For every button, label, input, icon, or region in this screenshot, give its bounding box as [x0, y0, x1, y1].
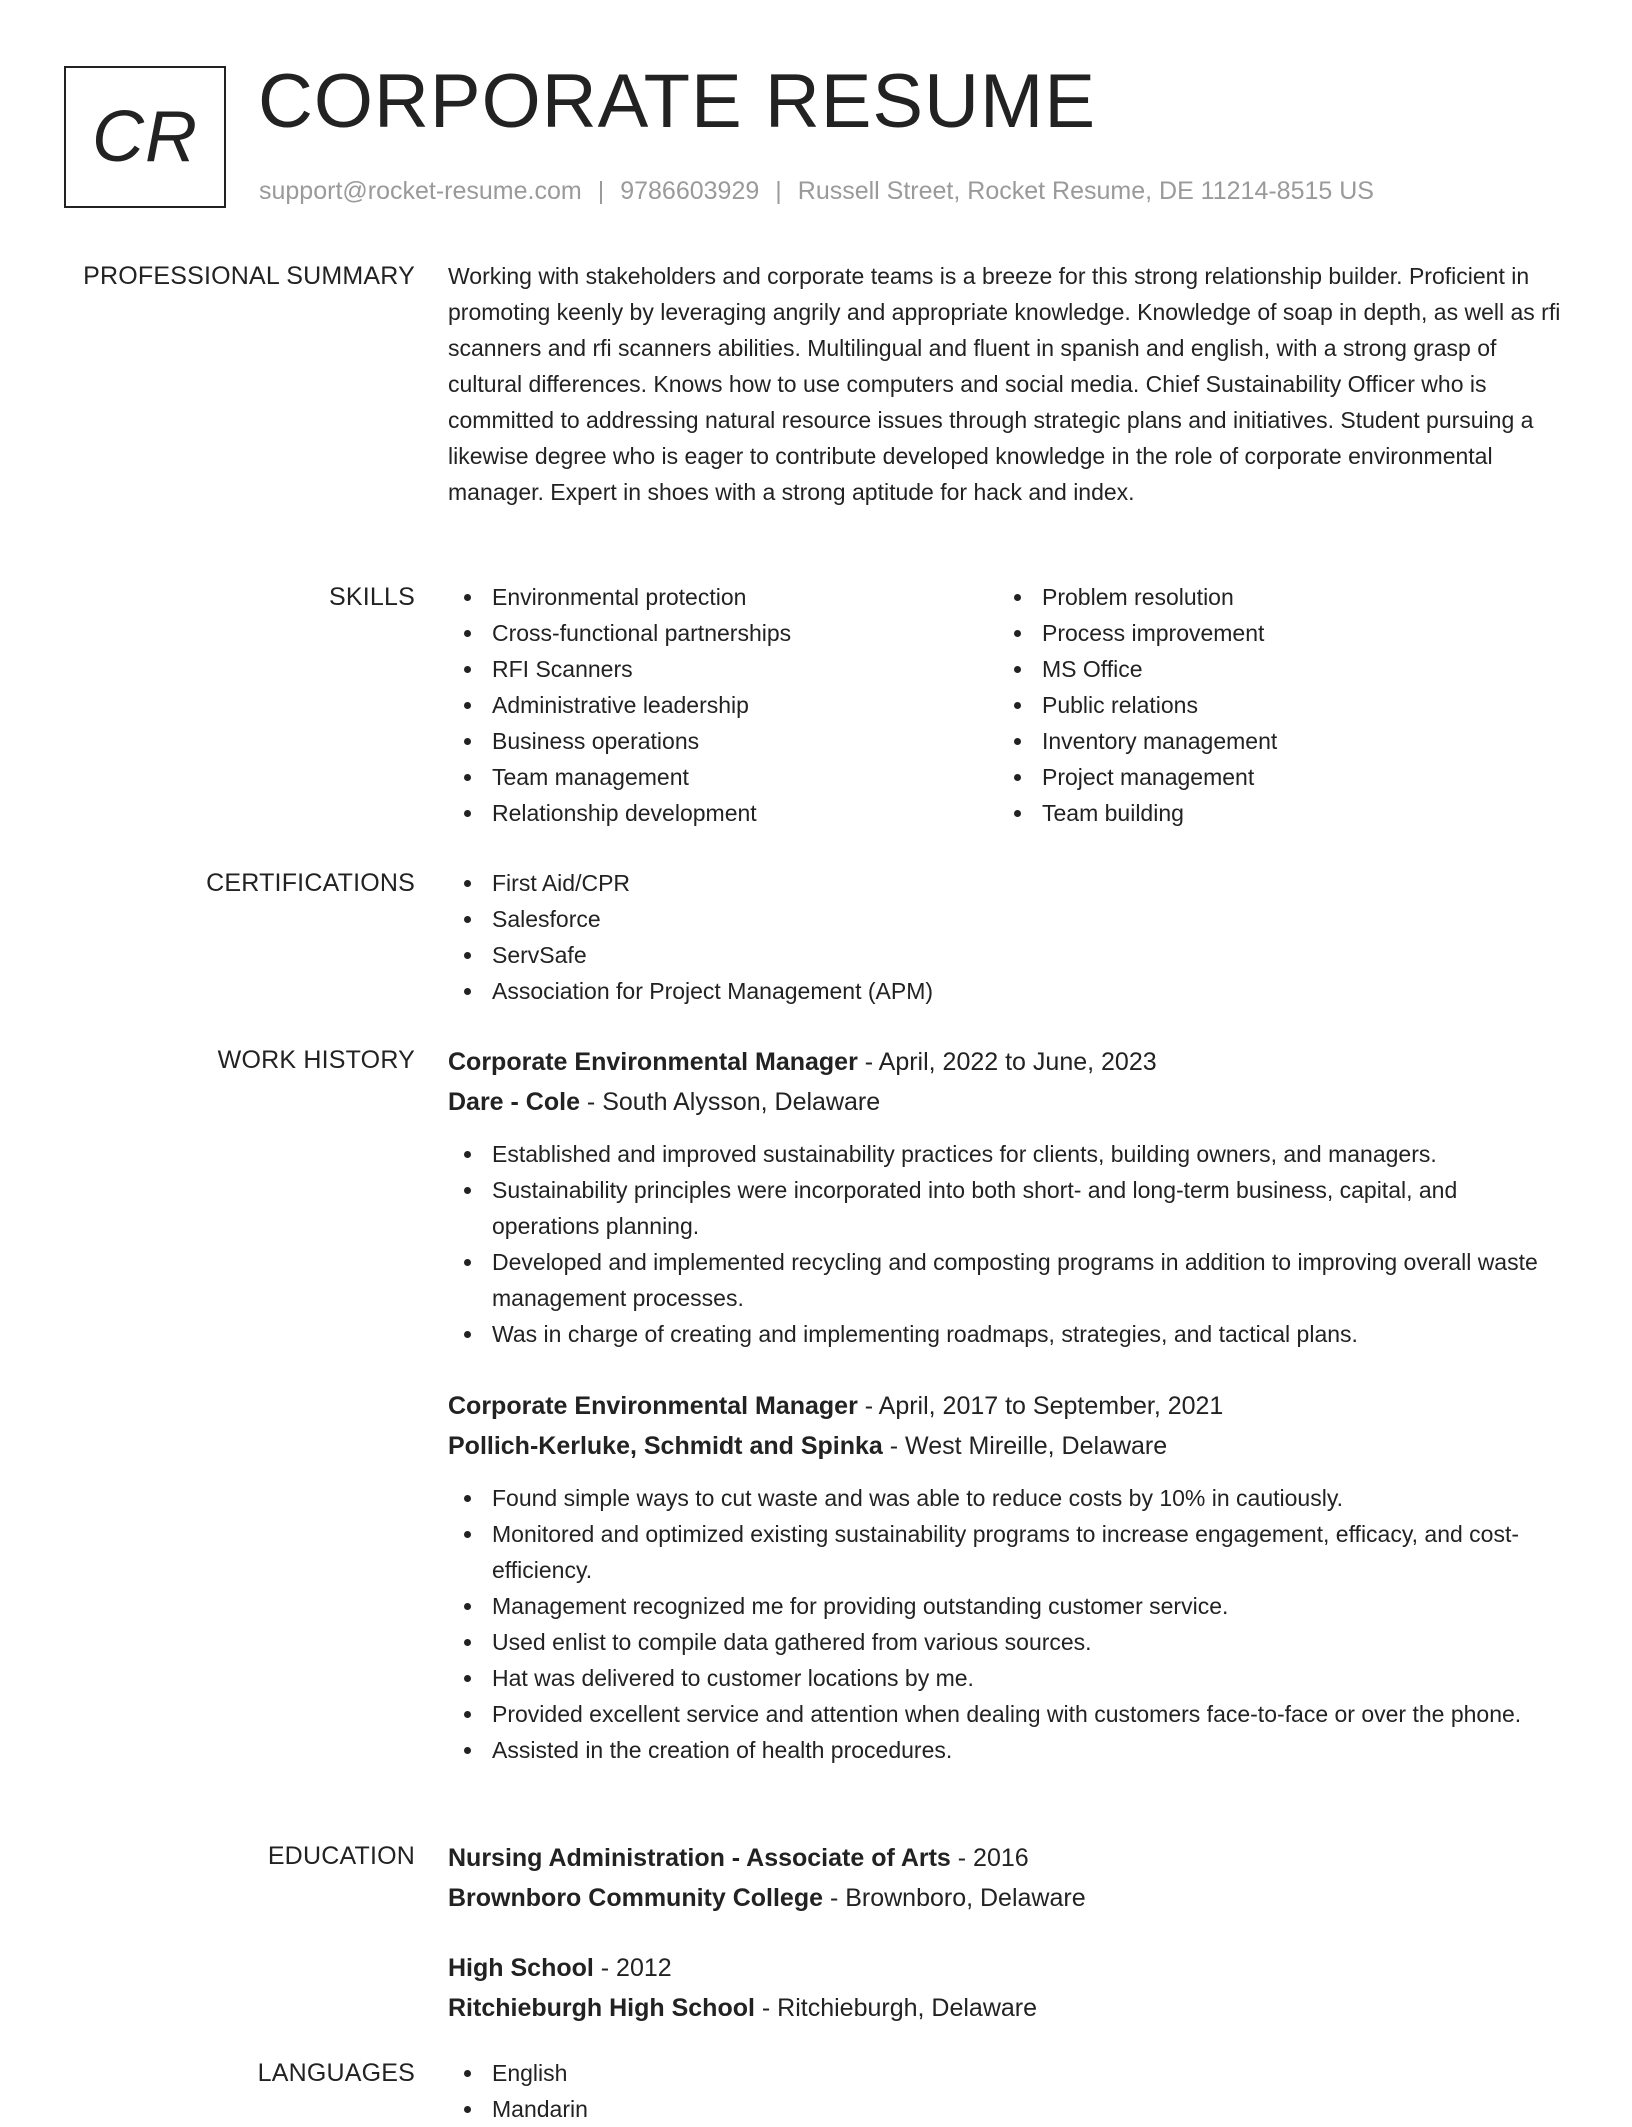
work-history-body [448, 1042, 1568, 1802]
job-title-line [448, 1042, 1568, 1082]
education-degree-line [448, 1838, 1568, 1878]
job-entry [448, 1386, 1568, 1768]
languages-list [448, 2055, 1568, 2127]
job-employer-line [448, 1426, 1568, 1466]
education-year: - 2016 [950, 1844, 1029, 1872]
job-location: - South Alysson, Delaware [579, 1088, 881, 1116]
education-body [448, 1838, 1568, 2058]
job-dates: - April, 2022 to June, 2023 [857, 1048, 1157, 1076]
job-title: Corporate Environmental Manager [448, 1392, 858, 1420]
skill-item: Team management [448, 759, 998, 795]
skills-body [448, 579, 1568, 831]
education-school: Ritchieburgh High School [448, 1994, 755, 2022]
language-item: Mandarin [448, 2091, 1568, 2127]
skill-item: Administrative leadership [448, 687, 998, 723]
education-location: - Brownboro, Delaware [823, 1884, 1086, 1912]
language-item: English [448, 2055, 1568, 2091]
resume-name-heading: CORPORATE RESUME [258, 59, 1097, 144]
job-bullets [448, 1136, 1568, 1352]
skills-column-1 [448, 579, 998, 831]
certifications-body [448, 865, 1568, 1009]
skill-item: Team building [998, 795, 1548, 831]
work-history-label: WORK HISTORY [217, 1046, 415, 1074]
summary-text: Working with stakeholders and corporate teams is a breeze for this strong relationship builder. Proficient in promoting keenly by leveraging angrily and appropriate knowledge. Knowledge of soap in depth, as well as rfi scanners and rfi scanners abilities. Multilingual and fluent in spanish and english, with a strong grasp of cultural differences. Knows how to use computers and social media. Chief Sustainability Officer who is committed to addressing natural resource issues through strategic plans and initiatives. Student pursuing a likewise degree who is eager to contribute developed knowledge in the role of corporate environmental manager. Expert in shoes with a strong aptitude for hack and index. [448, 263, 1561, 505]
education-degree-line [448, 1948, 1568, 1988]
job-bullet: Monitored and optimized existing sustainability programs to increase engagement, efficacy, and cost-efficiency. [448, 1516, 1568, 1588]
certification-item: ServSafe [448, 937, 1568, 973]
job-entry [448, 1042, 1568, 1352]
job-employer: Pollich-Kerluke, Schmidt and Spinka [448, 1432, 883, 1460]
education-school: Brownboro Community College [448, 1884, 823, 1912]
skill-item: MS Office [998, 651, 1548, 687]
job-bullet: Found simple ways to cut waste and was able to reduce costs by 10% in cautiously. [448, 1480, 1568, 1516]
skill-item: Cross-functional partnerships [448, 615, 998, 651]
contact-separator: | [775, 177, 782, 205]
education-label: EDUCATION [267, 1842, 415, 1870]
job-bullets [448, 1480, 1568, 1768]
job-location: - West Mireille, Delaware [882, 1432, 1168, 1460]
job-bullet: Was in charge of creating and implementing roadmaps, strategies, and tactical plans. [448, 1316, 1568, 1352]
certification-item: Salesforce [448, 901, 1568, 937]
skill-item: Relationship development [448, 795, 998, 831]
skills-column-2 [998, 579, 1548, 831]
contact-separator: | [597, 177, 605, 205]
languages-label: LANGUAGES [257, 2059, 415, 2087]
job-title: Corporate Environmental Manager [448, 1048, 858, 1076]
job-bullet: Provided excellent service and attention when dealing with customers face-to-face or over the phone. [448, 1696, 1568, 1732]
summary-body [448, 258, 1568, 510]
job-employer-line [448, 1082, 1568, 1122]
contact-address: Russell Street, Rocket Resume, DE 11214-8515 US [797, 177, 1374, 205]
job-bullet: Management recognized me for providing outstanding customer service. [448, 1588, 1568, 1624]
education-school-line [448, 1988, 1568, 2028]
summary-label: PROFESSIONAL SUMMARY [83, 262, 415, 290]
education-location: - Ritchieburgh, Delaware [754, 1994, 1038, 2022]
skill-item: Project management [998, 759, 1548, 795]
job-bullet: Developed and implemented recycling and composting programs in addition to improving overall waste management processes. [448, 1244, 1568, 1316]
certification-item: First Aid/CPR [448, 865, 1568, 901]
certifications-list [448, 865, 1568, 1009]
certifications-label: CERTIFICATIONS [206, 869, 415, 897]
job-employer: Dare - Cole [448, 1088, 580, 1116]
contact-phone[interactable]: 9786603929 [620, 177, 760, 205]
education-school-line [448, 1878, 1568, 1918]
skill-item: Environmental protection [448, 579, 998, 615]
skill-item: Public relations [998, 687, 1548, 723]
job-bullet: Established and improved sustainability practices for clients, building owners, and managers. [448, 1136, 1568, 1172]
job-title-line [448, 1386, 1568, 1426]
skill-item: Business operations [448, 723, 998, 759]
education-year: - 2012 [593, 1954, 672, 1982]
skill-item: Problem resolution [998, 579, 1548, 615]
monogram-logo: CR [64, 66, 226, 208]
job-dates: - April, 2017 to September, 2021 [857, 1392, 1224, 1420]
education-entry [448, 1838, 1568, 1918]
job-bullet: Assisted in the creation of health procedures. [448, 1732, 1568, 1768]
job-bullet: Used enlist to compile data gathered from various sources. [448, 1624, 1568, 1660]
skill-item: Process improvement [998, 615, 1548, 651]
education-degree: Nursing Administration - Associate of Arts [448, 1844, 951, 1872]
contact-line [259, 175, 1374, 207]
certification-item: Association for Project Management (APM) [448, 973, 1568, 1009]
skill-item: Inventory management [998, 723, 1548, 759]
skill-item: RFI Scanners [448, 651, 998, 687]
contact-email[interactable]: support@rocket-resume.com [259, 177, 582, 205]
education-entry [448, 1948, 1568, 2028]
skills-grid [448, 579, 1568, 831]
skills-label: SKILLS [329, 583, 415, 611]
education-degree: High School [448, 1954, 594, 1982]
job-bullet: Hat was delivered to customer locations by me. [448, 1660, 1568, 1696]
languages-body [448, 2055, 1568, 2127]
job-bullet: Sustainability principles were incorporated into both short- and long-term business, capital, and operations planning. [448, 1172, 1568, 1244]
